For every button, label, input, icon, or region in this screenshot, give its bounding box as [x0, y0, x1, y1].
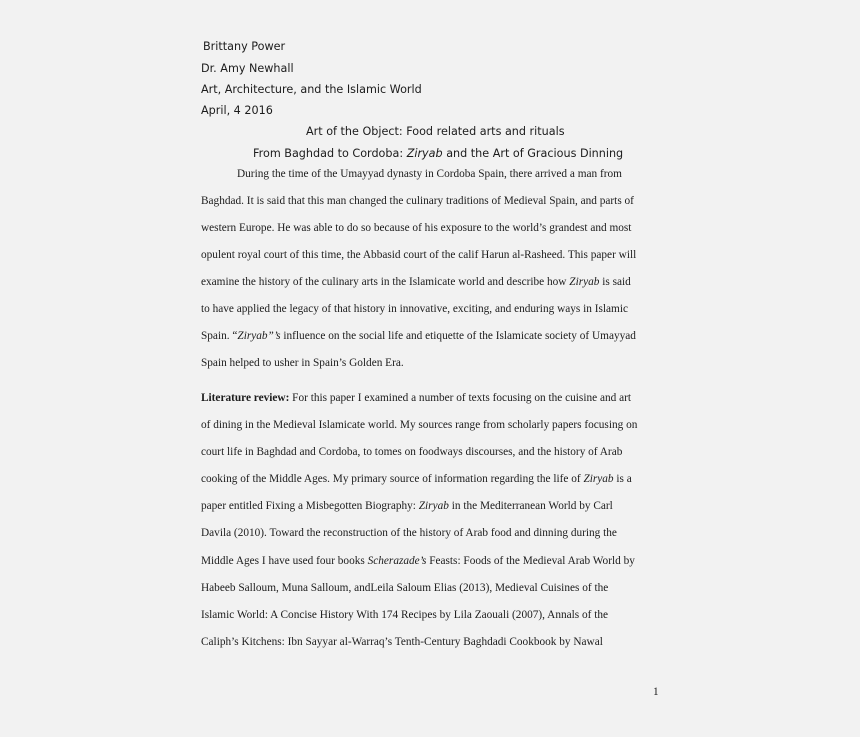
p2-line-6: Davila (2010). Toward the reconstruction of the history of Arab food and dinning during the: [201, 527, 617, 539]
page-number: 1: [653, 686, 659, 698]
p2-line-2: of dining in the Medieval Islamicate world. My sources range from scholarly papers focusing on: [201, 419, 638, 431]
p2-line-7-italic: Scherazade’s: [367, 555, 427, 567]
title-line-2-italic: Ziryab: [406, 147, 443, 160]
p2-line-1: [201, 392, 631, 404]
title-line-2-pre: From Baghdad to Cordoba:: [253, 147, 407, 160]
p2-line-5: [201, 500, 613, 512]
course-name: Art, Architecture, and the Islamic World: [201, 83, 422, 96]
p2-line-4-post: is a: [613, 473, 632, 485]
p1-line-1: During the time of the Umayyad dynasty in Cordoba Spain, there arrived a man from: [237, 168, 622, 180]
p2-line-5-pre: paper entitled Fixing a Misbegotten Biography:: [201, 500, 419, 512]
p2-line-4: [201, 473, 632, 485]
p1-line-4: opulent royal court of this time, the Abbasid court of the calif Harun al-Rasheed. This paper will: [201, 249, 637, 261]
literature-review-heading: Literature review:: [201, 392, 290, 404]
p1-line-7-pre: Spain. “: [201, 330, 238, 342]
p2-line-8: Habeeb Salloum, Muna Salloum, andLeila Saloum Elias (2013), Medieval Cuisines of the: [201, 582, 609, 594]
p1-line-5-post: is said: [599, 276, 631, 288]
p2-line-10: Caliph’s Kitchens: Ibn Sayyar al-Warraq’s Tenth-Century Baghdadi Cookbook by Nawal: [201, 636, 603, 648]
document-date: April, 4 2016: [201, 104, 273, 117]
p2-line-1-rest: For this paper I examined a number of texts focusing on the cuisine and art: [289, 392, 631, 404]
p1-line-5: [201, 276, 631, 288]
instructor-name: Dr. Amy Newhall: [201, 62, 294, 75]
p2-line-4-italic: Ziryab: [583, 473, 614, 485]
p1-line-7-italic: Ziryab”’s: [237, 330, 281, 342]
p2-line-5-italic: Ziryab: [418, 500, 449, 512]
title-line-1: Art of the Object: Food related arts and rituals: [306, 125, 565, 138]
p2-line-4-pre: cooking of the Middle Ages. My primary source of information regarding the life of: [201, 473, 584, 485]
p1-line-2: Baghdad. It is said that this man changed the culinary traditions of Medieval Spain, and parts of: [201, 195, 634, 207]
author-name: Brittany Power: [203, 40, 286, 53]
p1-line-7: [201, 330, 636, 342]
p2-line-5-post: in the Mediterranean World by Carl: [448, 500, 613, 512]
p1-line-5-italic: Ziryab: [569, 276, 600, 288]
p1-line-6: to have applied the legacy of that history in innovative, exciting, and enduring ways in Islamic: [201, 303, 628, 315]
p1-line-5-pre: examine the history of the culinary arts in the Islamicate world and describe how: [201, 276, 570, 288]
title-line-2: [253, 147, 623, 160]
p2-line-7: [201, 555, 635, 567]
p1-line-7-post: influence on the social life and etiquette of the Islamicate society of Umayyad: [280, 330, 636, 342]
p2-line-7-pre: Middle Ages I have used four books: [201, 555, 368, 567]
title-line-2-post: and the Art of Gracious Dinning: [442, 147, 624, 160]
p2-line-9: Islamic World: A Concise History With 174 Recipes by Lila Zaouali (2007), Annals of the: [201, 609, 609, 621]
p1-line-3: western Europe. He was able to do so because of his exposure to the world’s grandest and most: [201, 222, 632, 234]
p2-line-7-post: Feasts: Foods of the Medieval Arab World by: [426, 555, 635, 567]
p2-line-3: court life in Baghdad and Cordoba, to tomes on foodways discourses, and the history of Arab: [201, 446, 623, 458]
p1-line-8: Spain helped to usher in Spain’s Golden Era.: [201, 357, 404, 369]
